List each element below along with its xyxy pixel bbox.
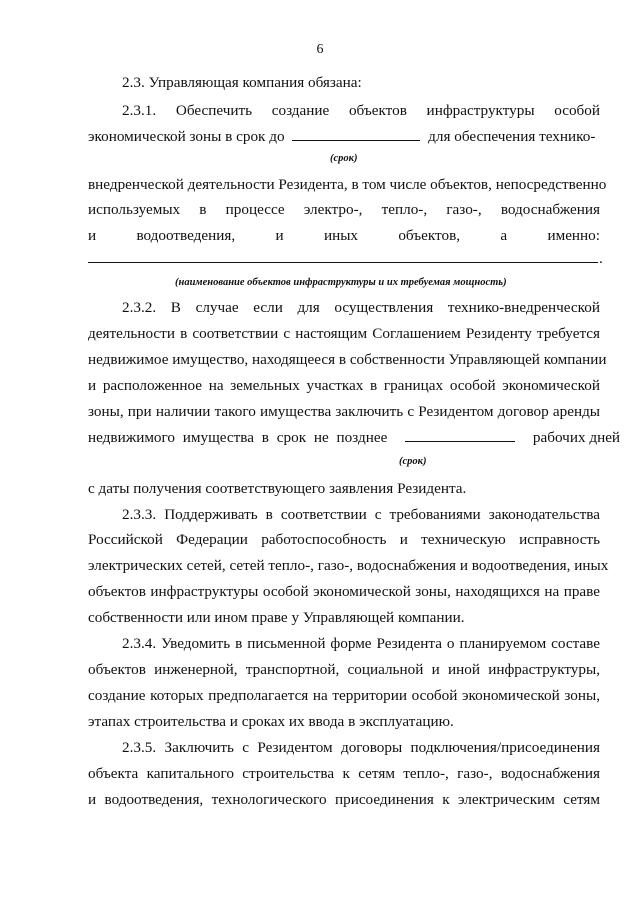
clause-2-3-3-line-4: объектов инфраструктуры особой экономической зоны, находящихся на праве [88,583,600,600]
clause-2-3-1-end-dot: . [599,250,603,267]
days-blank-field [405,440,515,442]
days-note: (срок) [399,456,427,467]
clause-2-3-4-line-3: создание которых предполагается на территории особой экономической зоны, [88,687,600,704]
clause-2-3-2-line-7: с даты получения соответствующего заявления Резидента. [88,480,467,497]
clause-2-3-2-text-b: рабочих дней [532,429,621,446]
clause-2-3-5-line-3: и водоотведения, технологического присоединения к электрическим сетям [88,791,600,808]
clause-2-3-3-line-3: электрических сетей, сетей тепло-, газо-, водоснабжения и водоотведения, иных [88,557,609,574]
page-number: 6 [316,42,324,57]
clause-2-3-5-line-1: 2.3.5. Заключить с Резидентом договоры подключения/присоединения [122,739,600,756]
deadline-blank-field [292,139,420,141]
deadline-note: (срок) [330,153,358,164]
clause-2-3-1-line-5: и водоотведения, и иных объектов, а именно: [88,227,600,244]
clause-2-3-2-text-a: недвижимого имущества в срок не позднее [88,429,388,446]
clause-2-3-1-text-a: экономической зоны в срок до [88,128,285,145]
clause-2-3-2-line-6 [88,429,621,447]
clause-2-3-4-line-4: этапах строительства и сроках их ввода в эксплуатацию. [88,713,454,730]
clause-2-3-3-line-2: Российской Федерации работоспособность и техническую исправность [88,531,600,548]
clause-2-3-1-line-4: используемых в процессе электро-, тепло-, газо-, водоснабжения [88,201,600,218]
clause-2-3-2-line-3: недвижимое имущество, находящееся в собственности Управляющей компании [88,351,607,368]
section-2-3-heading: 2.3. Управляющая компания обязана: [122,74,362,91]
infrastructure-note: (наименование объектов инфраструктуры и их требуемая мощность) [175,277,507,288]
clause-2-3-2-line-5: зоны, при наличии такого имущества заключить с Резидентом договор аренды [88,403,600,420]
clause-2-3-1-text-b: для обеспечения технико- [428,128,596,145]
clause-2-3-3-line-1: 2.3.3. Поддерживать в соответствии с требованиями законодательства [122,506,600,523]
clause-2-3-1-line-1: 2.3.1. Обеспечить создание объектов инфраструктуры особой [122,102,600,119]
clause-2-3-1-line-3: внедренческой деятельности Резидента, в том числе объектов, непосредственно [88,176,607,193]
clause-2-3-2-line-1: 2.3.2. В случае если для осуществления технико-внедренческой [122,299,600,316]
clause-2-3-3-line-5: собственности или ином праве у Управляющей компании. [88,609,465,626]
clause-2-3-5-line-2: объекта капитального строительства к сетям тепло-, газо-, водоснабжения [88,765,600,782]
clause-2-3-2-line-2: деятельности в соответствии с настоящим Соглашением Резиденту требуется [88,325,600,342]
clause-2-3-4-line-1: 2.3.4. Уведомить в письменной форме Резидента о планируемом составе [122,635,600,652]
clause-2-3-4-line-2: объектов инженерной, транспортной, социальной и иной инфраструктуры, [88,661,600,678]
infrastructure-blank-field [88,262,598,263]
clause-2-3-1-line-2 [88,128,600,146]
clause-2-3-2-line-4: и расположенное на земельных участках в границах особой экономической [88,377,600,394]
